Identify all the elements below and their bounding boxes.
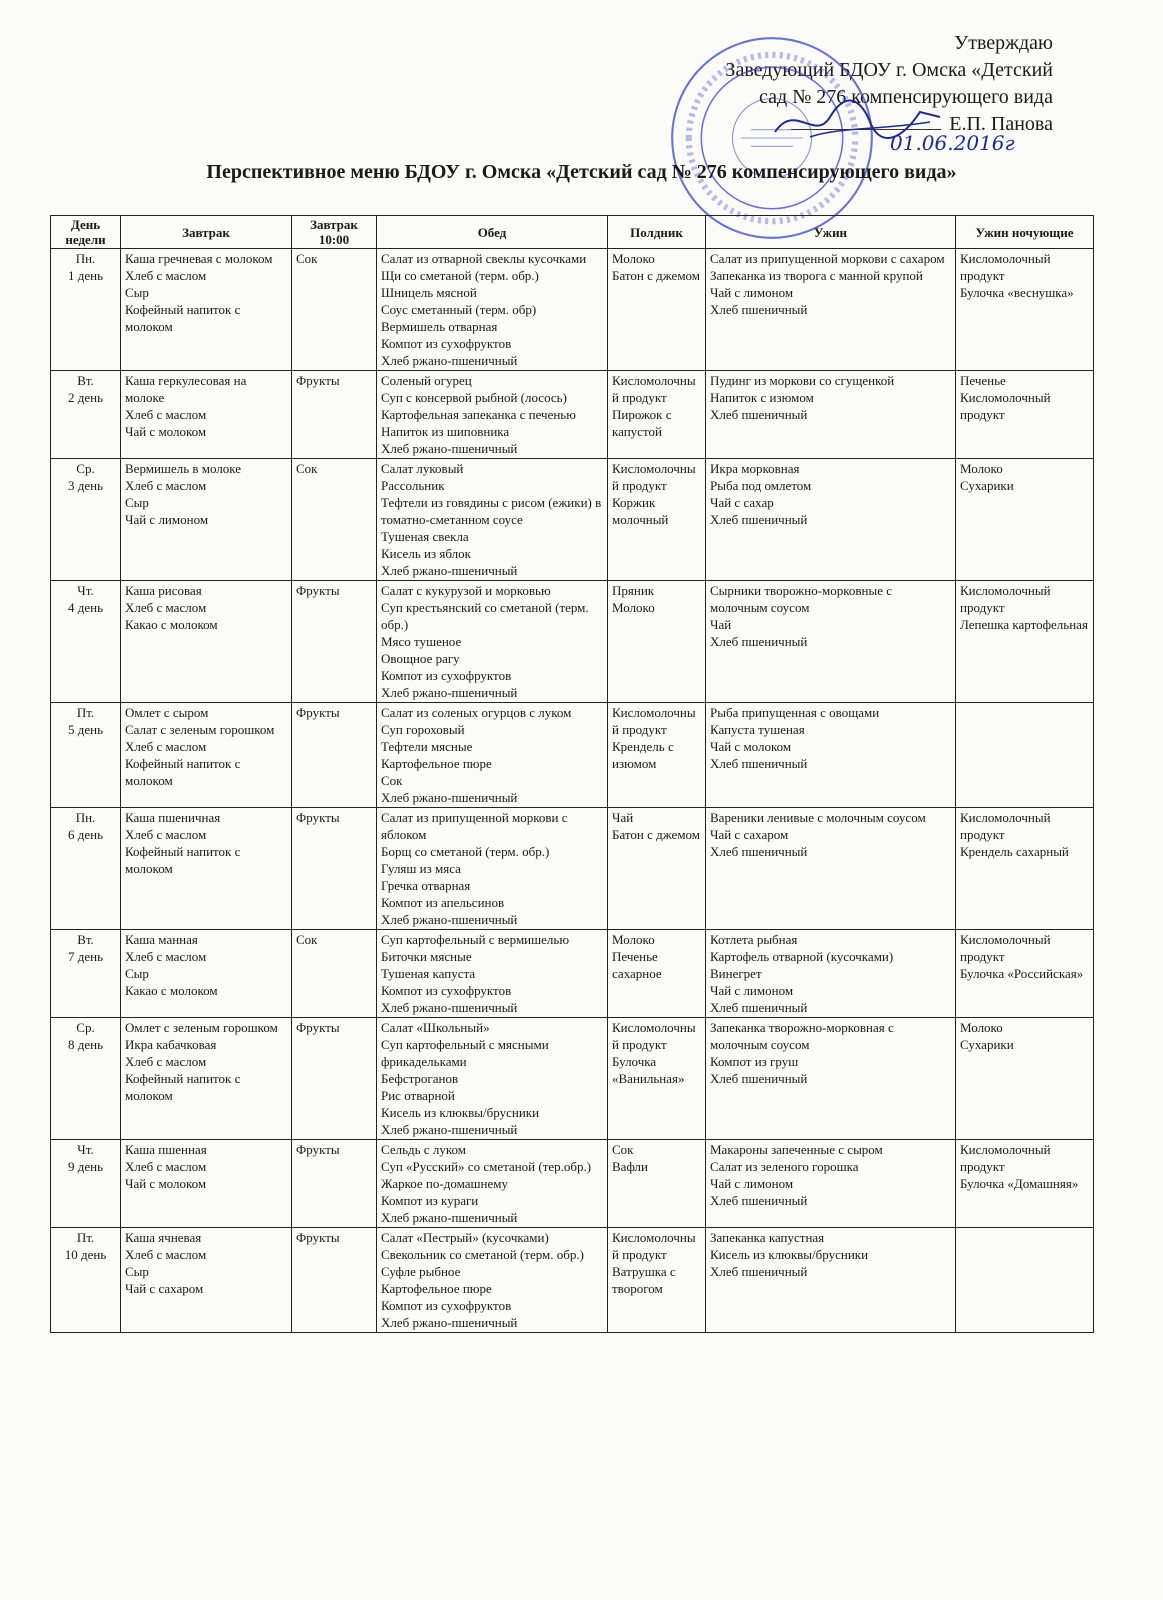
dish-item: Булочка «Российская» xyxy=(960,966,1084,981)
weekday-label: Пт. xyxy=(76,705,95,720)
dinner-cell xyxy=(706,703,956,808)
menu-body xyxy=(51,249,1094,1333)
night-dinner-cell xyxy=(956,1018,1094,1140)
dish-item: Борщ со сметаной (терм. обр.) xyxy=(381,844,550,859)
dish-item: Булочка «Ванильная» xyxy=(612,1054,685,1086)
header-day: День недели xyxy=(51,216,121,249)
dish-item: Салат из припущенной моркови с яблоком xyxy=(381,810,568,842)
dish-item: Хлеб с маслом xyxy=(125,827,207,842)
dish-item: Хлеб ржано-пшеничный xyxy=(381,912,518,927)
snack-cell xyxy=(608,459,706,581)
menu-row xyxy=(51,371,1094,459)
dish-item: Салат «Школьный» xyxy=(381,1020,490,1035)
dish-item: Тефтели из говядины с рисом (ежики) в томатно-сметанном соусе xyxy=(381,495,602,527)
dish-item: Картофельное пюре xyxy=(381,756,492,771)
dish-item: Хлеб пшеничный xyxy=(710,1000,808,1015)
dish-item: Сельдь с луком xyxy=(381,1142,466,1157)
menu-row xyxy=(51,249,1094,371)
dish-item: Хлеб с маслом xyxy=(125,407,207,422)
dish-item: Кофейный напиток с молоком xyxy=(125,302,241,334)
dinner-cell xyxy=(706,1018,956,1140)
dish-item: Чай с сахар xyxy=(710,495,774,510)
weekday-label: Пт. xyxy=(76,1230,95,1245)
dish-item: Рыба под омлетом xyxy=(710,478,812,493)
dish-item: Хлеб с маслом xyxy=(125,1054,207,1069)
dish-item: Хлеб с маслом xyxy=(125,478,207,493)
menu-row xyxy=(51,581,1094,703)
night-dinner-cell xyxy=(956,371,1094,459)
dish-item: Икра морковная xyxy=(710,461,800,476)
night-dinner-cell xyxy=(956,459,1094,581)
menu-row xyxy=(51,703,1094,808)
dish-item: Кисломолочный продукт xyxy=(960,583,1051,615)
menu-row xyxy=(51,1140,1094,1228)
dish-item: Хлеб ржано-пшеничный xyxy=(381,1315,518,1330)
dish-item: Молоко xyxy=(960,461,1003,476)
approval-date: 01.06.2016г xyxy=(890,131,1015,155)
dish-item: Гуляш из мяса xyxy=(381,861,461,876)
dish-item: Хлеб ржано-пшеничный xyxy=(381,685,518,700)
dish-item: Омлет с зеленым горошком xyxy=(125,1020,278,1035)
dish-item: Молоко xyxy=(612,600,655,615)
breakfast-cell xyxy=(121,703,292,808)
dish-item: Кисломолочный продукт xyxy=(960,390,1051,422)
breakfast-cell xyxy=(121,1228,292,1333)
breakfast-cell xyxy=(121,930,292,1018)
dish-item: Хлеб пшеничный xyxy=(710,1193,808,1208)
dinner-cell xyxy=(706,930,956,1018)
dish-item: Печенье xyxy=(960,373,1006,388)
dish-item: Хлеб ржано-пшеничный xyxy=(381,790,518,805)
weekday-label: Ср. xyxy=(76,461,95,476)
dish-item: Коржик молочный xyxy=(612,495,669,527)
snack-cell xyxy=(608,703,706,808)
dish-item: Сок xyxy=(296,251,318,266)
dish-item: Картофель отварной (кусочками) xyxy=(710,949,894,964)
dish-item: Макароны запеченные с сыром xyxy=(710,1142,883,1157)
dish-item: Суп картофельный с мясными фрикадельками xyxy=(381,1037,549,1069)
night-dinner-cell xyxy=(956,581,1094,703)
dish-item: Салат с кукурузой и морковью xyxy=(381,583,551,598)
lunch-cell xyxy=(377,1140,608,1228)
dish-item: Фрукты xyxy=(296,1142,340,1157)
dish-item: Чай с лимоном xyxy=(125,512,209,527)
night-dinner-cell xyxy=(956,930,1094,1018)
dish-item: Батон с джемом xyxy=(612,268,701,283)
dish-item: Сырники творожно-морковные с молочным соусом xyxy=(710,583,893,615)
dish-item: Крендель с изюмом xyxy=(612,739,674,771)
lunch-cell xyxy=(377,1018,608,1140)
dish-item: Рис отварной xyxy=(381,1088,455,1103)
dish-item: Биточки мясные xyxy=(381,949,472,964)
second-breakfast-cell xyxy=(292,1228,377,1333)
day-number: 4 день xyxy=(67,600,104,615)
dish-item: Хлеб ржано-пшеничный xyxy=(381,563,518,578)
dish-item: Сыр xyxy=(125,966,149,981)
dish-item: Фрукты xyxy=(296,373,340,388)
dish-item: Суп гороховый xyxy=(381,722,465,737)
lunch-cell xyxy=(377,1228,608,1333)
dish-item: Вареники ленивые с молочным соусом xyxy=(710,810,926,825)
day-cell xyxy=(51,1018,121,1140)
breakfast-cell xyxy=(121,249,292,371)
dish-item: Сок xyxy=(381,773,403,788)
dish-item: Сок xyxy=(296,461,318,476)
dish-item: Хлеб пшеничный xyxy=(710,407,808,422)
dish-item: Каша ячневая xyxy=(125,1230,202,1245)
breakfast-cell xyxy=(121,581,292,703)
dish-item: Каша рисовая xyxy=(125,583,202,598)
dish-item: Салат из отварной свеклы кусочками xyxy=(381,251,587,266)
dish-item: Кисломолочный продукт xyxy=(612,1020,696,1052)
dish-item: Компот из груш xyxy=(710,1054,799,1069)
dish-item: Хлеб ржано-пшеничный xyxy=(381,441,518,456)
dish-item: Напиток из шиповника xyxy=(381,424,510,439)
approval-heading: Утверждаю xyxy=(954,32,1053,54)
header-lunch: Обед xyxy=(377,216,608,249)
dish-item: Запеканка из творога с манной крупой xyxy=(710,268,923,283)
dish-item: Кофейный напиток с молоком xyxy=(125,756,241,788)
dish-item: Кофейный напиток с молоком xyxy=(125,844,241,876)
dish-item: Хлеб пшеничный xyxy=(710,756,808,771)
dish-item: Компот из сухофруктов xyxy=(381,668,512,683)
dish-item: Салат с зеленым горошком xyxy=(125,722,275,737)
dish-item: Сыр xyxy=(125,285,149,300)
night-dinner-cell xyxy=(956,808,1094,930)
dish-item: Хлеб пшеничный xyxy=(710,302,808,317)
dinner-cell xyxy=(706,1140,956,1228)
dish-item: Кисломолочный продукт xyxy=(960,251,1051,283)
breakfast-cell xyxy=(121,808,292,930)
second-breakfast-cell xyxy=(292,249,377,371)
dish-item: Щи со сметаной (терм. обр.) xyxy=(381,268,539,283)
dinner-cell xyxy=(706,249,956,371)
second-breakfast-cell xyxy=(292,459,377,581)
dish-item: Сухарики xyxy=(960,478,1014,493)
day-cell xyxy=(51,249,121,371)
lunch-cell xyxy=(377,930,608,1018)
dish-item: Кисель из яблок xyxy=(381,546,471,561)
snack-cell xyxy=(608,1228,706,1333)
weekday-label: Вт. xyxy=(77,932,94,947)
lunch-cell xyxy=(377,808,608,930)
approval-position-line1: Заведующий БДОУ г. Омска «Детский xyxy=(725,59,1053,81)
dish-item: Сыр xyxy=(125,1264,149,1279)
dish-item: Салат луковый xyxy=(381,461,464,476)
dish-item: Тушеная капуста xyxy=(381,966,476,981)
breakfast-cell xyxy=(121,1018,292,1140)
day-number: 7 день xyxy=(67,949,104,964)
dish-item: Каша гречневая с молоком xyxy=(125,251,273,266)
dish-item: Сухарики xyxy=(960,1037,1014,1052)
dish-item: Кисель из клюквы/брусники xyxy=(381,1105,540,1120)
menu-row xyxy=(51,808,1094,930)
dish-item: Чай с сахаром xyxy=(710,827,789,842)
dish-item: Икра кабачковая xyxy=(125,1037,217,1052)
dish-item: Крендель сахарный xyxy=(960,844,1069,859)
snack-cell xyxy=(608,930,706,1018)
dish-item: Ватрушка с творогом xyxy=(612,1264,676,1296)
dish-item: Рассольник xyxy=(381,478,445,493)
dish-item: Капуста тушеная xyxy=(710,722,805,737)
day-cell xyxy=(51,459,121,581)
dish-item: Салат из припущенной моркови с сахаром xyxy=(710,251,945,266)
lunch-cell xyxy=(377,581,608,703)
dish-item: Котлета рыбная xyxy=(710,932,798,947)
day-number: 2 день xyxy=(67,390,104,405)
menu-table xyxy=(50,215,1094,1333)
dish-item: Компот из сухофруктов xyxy=(381,983,512,998)
dish-item: Каша манная xyxy=(125,932,198,947)
dish-item: Хлеб ржано-пшеничный xyxy=(381,1210,518,1225)
day-cell xyxy=(51,930,121,1018)
dish-item: Кисломолочный продукт xyxy=(960,810,1051,842)
dish-item: Компот из сухофруктов xyxy=(381,336,512,351)
dish-item: Чай с лимоном xyxy=(710,285,794,300)
dish-item: Кисломолочный продукт xyxy=(612,1230,696,1262)
dish-item: Хлеб с маслом xyxy=(125,268,207,283)
dish-item: Суп крестьянский со сметаной (терм. обр.) xyxy=(381,600,589,632)
dish-item: Винегрет xyxy=(710,966,762,981)
dish-item: Сок xyxy=(296,932,318,947)
dish-item: Хлеб с маслом xyxy=(125,1159,207,1174)
dish-item: Фрукты xyxy=(296,1230,340,1245)
approval-position-line2: сад № 276 компенсирующего вида xyxy=(759,86,1053,108)
second-breakfast-cell xyxy=(292,703,377,808)
dish-item: Чай xyxy=(612,810,634,825)
dish-item: Хлеб ржано-пшеничный xyxy=(381,353,518,368)
dish-item: Бефстроганов xyxy=(381,1071,459,1086)
header-row xyxy=(51,216,1094,249)
dish-item: Суп картофельный с вермишелью xyxy=(381,932,570,947)
dish-item: Суфле рыбное xyxy=(381,1264,461,1279)
second-breakfast-cell xyxy=(292,930,377,1018)
dish-item: Батон с джемом xyxy=(612,827,701,842)
lunch-cell xyxy=(377,703,608,808)
dish-item: Свекольник со сметаной (терм. обр.) xyxy=(381,1247,584,1262)
dish-item: Кофейный напиток с молоком xyxy=(125,1071,241,1103)
breakfast-cell xyxy=(121,1140,292,1228)
dish-item: Компот из сухофруктов xyxy=(381,1298,512,1313)
dish-item: Булочка «Домашняя» xyxy=(960,1176,1079,1191)
dish-item: Молоко xyxy=(612,251,655,266)
weekday-label: Пн. xyxy=(75,810,96,825)
snack-cell xyxy=(608,808,706,930)
dinner-cell xyxy=(706,371,956,459)
dish-item: Вафли xyxy=(612,1159,648,1174)
night-dinner-cell xyxy=(956,1228,1094,1333)
dish-item: Хлеб ржано-пшеничный xyxy=(381,1000,518,1015)
dish-item: Хлеб пшеничный xyxy=(710,844,808,859)
dish-item: Шницель мясной xyxy=(381,285,477,300)
header-snack: Полдник xyxy=(608,216,706,249)
dish-item: Фрукты xyxy=(296,810,340,825)
second-breakfast-cell xyxy=(292,808,377,930)
dinner-cell xyxy=(706,459,956,581)
dish-item: Кисломолочный продукт xyxy=(612,705,696,737)
weekday-label: Вт. xyxy=(77,373,94,388)
dish-item: Гречка отварная xyxy=(381,878,471,893)
dish-item: Хлеб пшеничный xyxy=(710,1264,808,1279)
dish-item: Кисломолочный продукт xyxy=(612,373,696,405)
dish-item: Кисломолочный продукт xyxy=(960,1142,1051,1174)
lunch-cell xyxy=(377,459,608,581)
dish-item: Салат из соленых огурцов с луком xyxy=(381,705,572,720)
dish-item: Какао с молоком xyxy=(125,983,218,998)
menu-row xyxy=(51,1228,1094,1333)
night-dinner-cell xyxy=(956,1140,1094,1228)
menu-row xyxy=(51,1018,1094,1140)
dish-item: Фрукты xyxy=(296,583,340,598)
dish-item: Запеканка капустная xyxy=(710,1230,825,1245)
dinner-cell xyxy=(706,808,956,930)
day-number: 5 день xyxy=(67,722,104,737)
day-number: 8 день xyxy=(67,1037,104,1052)
dinner-cell xyxy=(706,1228,956,1333)
dish-item: Жаркое по-домашнему xyxy=(381,1176,508,1191)
day-cell xyxy=(51,371,121,459)
dish-item: Картофельное пюре xyxy=(381,1281,492,1296)
dish-item: Хлеб с маслом xyxy=(125,949,207,964)
lunch-cell xyxy=(377,371,608,459)
weekday-label: Чт. xyxy=(77,583,94,598)
dish-item: Вермишель в молоке xyxy=(125,461,242,476)
dish-item: Овощное рагу xyxy=(381,651,460,666)
dish-item: Печенье сахарное xyxy=(612,949,662,981)
dish-item: Суп «Русский» со сметаной (тер.обр.) xyxy=(381,1159,592,1174)
day-number: 9 день xyxy=(67,1159,104,1174)
dish-item: Чай с молоком xyxy=(125,1176,207,1191)
dish-item: Тушеная свекла xyxy=(381,529,469,544)
dish-item: Хлеб с маслом xyxy=(125,600,207,615)
dish-item: Каша пшенная xyxy=(125,1142,207,1157)
dish-item: Хлеб пшеничный xyxy=(710,634,808,649)
dish-item: Компот из апельсинов xyxy=(381,895,505,910)
dish-item: Запеканка творожно-морковная с молочным соусом xyxy=(710,1020,894,1052)
dish-item: Какао с молоком xyxy=(125,617,218,632)
day-number: 6 день xyxy=(67,827,104,842)
dish-item: Кисломолочный продукт xyxy=(612,461,696,493)
page-title: Перспективное меню БДОУ г. Омска «Детский сад № 276 компенсирующего вида» xyxy=(206,161,957,183)
dish-item: Сок xyxy=(612,1142,634,1157)
second-breakfast-cell xyxy=(292,1018,377,1140)
dish-item: Хлеб с маслом xyxy=(125,739,207,754)
dish-item: Чай с молоком xyxy=(710,739,792,754)
night-dinner-cell xyxy=(956,703,1094,808)
dish-item: Молоко xyxy=(612,932,655,947)
dish-item: Пирожок с капустой xyxy=(612,407,672,439)
day-cell xyxy=(51,1228,121,1333)
dish-item: Чай с лимоном xyxy=(710,1176,794,1191)
header-second-breakfast: Завтрак 10:00 xyxy=(292,216,377,249)
dish-item: Хлеб ржано-пшеничный xyxy=(381,1122,518,1137)
weekday-label: Пн. xyxy=(75,251,96,266)
dish-item: Фрукты xyxy=(296,1020,340,1035)
dish-item: Кисломолочный продукт xyxy=(960,932,1051,964)
day-number: 3 день xyxy=(67,478,104,493)
snack-cell xyxy=(608,1018,706,1140)
day-number: 1 день xyxy=(67,268,104,283)
dish-item: Чай с сахаром xyxy=(125,1281,204,1296)
dish-item: Соус сметанный (терм. обр) xyxy=(381,302,537,317)
dish-item: Вермишель отварная xyxy=(381,319,498,334)
dish-item: Чай с молоком xyxy=(125,424,207,439)
weekday-label: Чт. xyxy=(77,1142,94,1157)
night-dinner-cell xyxy=(956,249,1094,371)
dish-item: Пряник xyxy=(612,583,655,598)
header-dinner: Ужин xyxy=(706,216,956,249)
day-number: 10 день xyxy=(64,1247,107,1262)
dish-item: Пудинг из моркови со сгущенкой xyxy=(710,373,895,388)
dish-item: Омлет с сыром xyxy=(125,705,209,720)
dish-item: Каша геркулесовая на молоке xyxy=(125,373,247,405)
dish-item: Компот из кураги xyxy=(381,1193,479,1208)
dish-item: Сыр xyxy=(125,495,149,510)
snack-cell xyxy=(608,1140,706,1228)
dish-item: Кисель из клюквы/брусники xyxy=(710,1247,869,1262)
header-night-dinner: Ужин ночующие xyxy=(956,216,1094,249)
dish-item: Рыба припущенная с овощами xyxy=(710,705,880,720)
lunch-cell xyxy=(377,249,608,371)
dish-item: Салат из зеленого горошка xyxy=(710,1159,859,1174)
snack-cell xyxy=(608,581,706,703)
approver-name: Е.П. Панова xyxy=(949,113,1053,135)
dish-item: Фрукты xyxy=(296,705,340,720)
weekday-label: Ср. xyxy=(76,1020,95,1035)
dish-item: Суп с консервой рыбной (лосось) xyxy=(381,390,567,405)
day-cell xyxy=(51,808,121,930)
dish-item: Соленый огурец xyxy=(381,373,472,388)
snack-cell xyxy=(608,249,706,371)
header-breakfast: Завтрак xyxy=(121,216,292,249)
second-breakfast-cell xyxy=(292,371,377,459)
dish-item: Салат «Пестрый» (кусочками) xyxy=(381,1230,549,1245)
dish-item: Хлеб с маслом xyxy=(125,1247,207,1262)
dish-item: Картофельная запеканка с печенью xyxy=(381,407,576,422)
dish-item: Мясо тушеное xyxy=(381,634,462,649)
dish-item: Хлеб пшеничный xyxy=(710,512,808,527)
snack-cell xyxy=(608,371,706,459)
dish-item: Хлеб пшеничный xyxy=(710,1071,808,1086)
dish-item: Чай с лимоном xyxy=(710,983,794,998)
breakfast-cell xyxy=(121,371,292,459)
dish-item: Тефтели мясные xyxy=(381,739,473,754)
dish-item: Чай xyxy=(710,617,732,632)
day-cell xyxy=(51,703,121,808)
dish-item: Каша пшеничная xyxy=(125,810,221,825)
dinner-cell xyxy=(706,581,956,703)
second-breakfast-cell xyxy=(292,581,377,703)
second-breakfast-cell xyxy=(292,1140,377,1228)
breakfast-cell xyxy=(121,459,292,581)
day-cell xyxy=(51,1140,121,1228)
menu-row xyxy=(51,459,1094,581)
dish-item: Напиток с изюмом xyxy=(710,390,814,405)
dish-item: Молоко xyxy=(960,1020,1003,1035)
dish-item: Булочка «веснушка» xyxy=(960,285,1074,300)
day-cell xyxy=(51,581,121,703)
dish-item: Лепешка картофельная xyxy=(960,617,1088,632)
menu-row xyxy=(51,930,1094,1018)
